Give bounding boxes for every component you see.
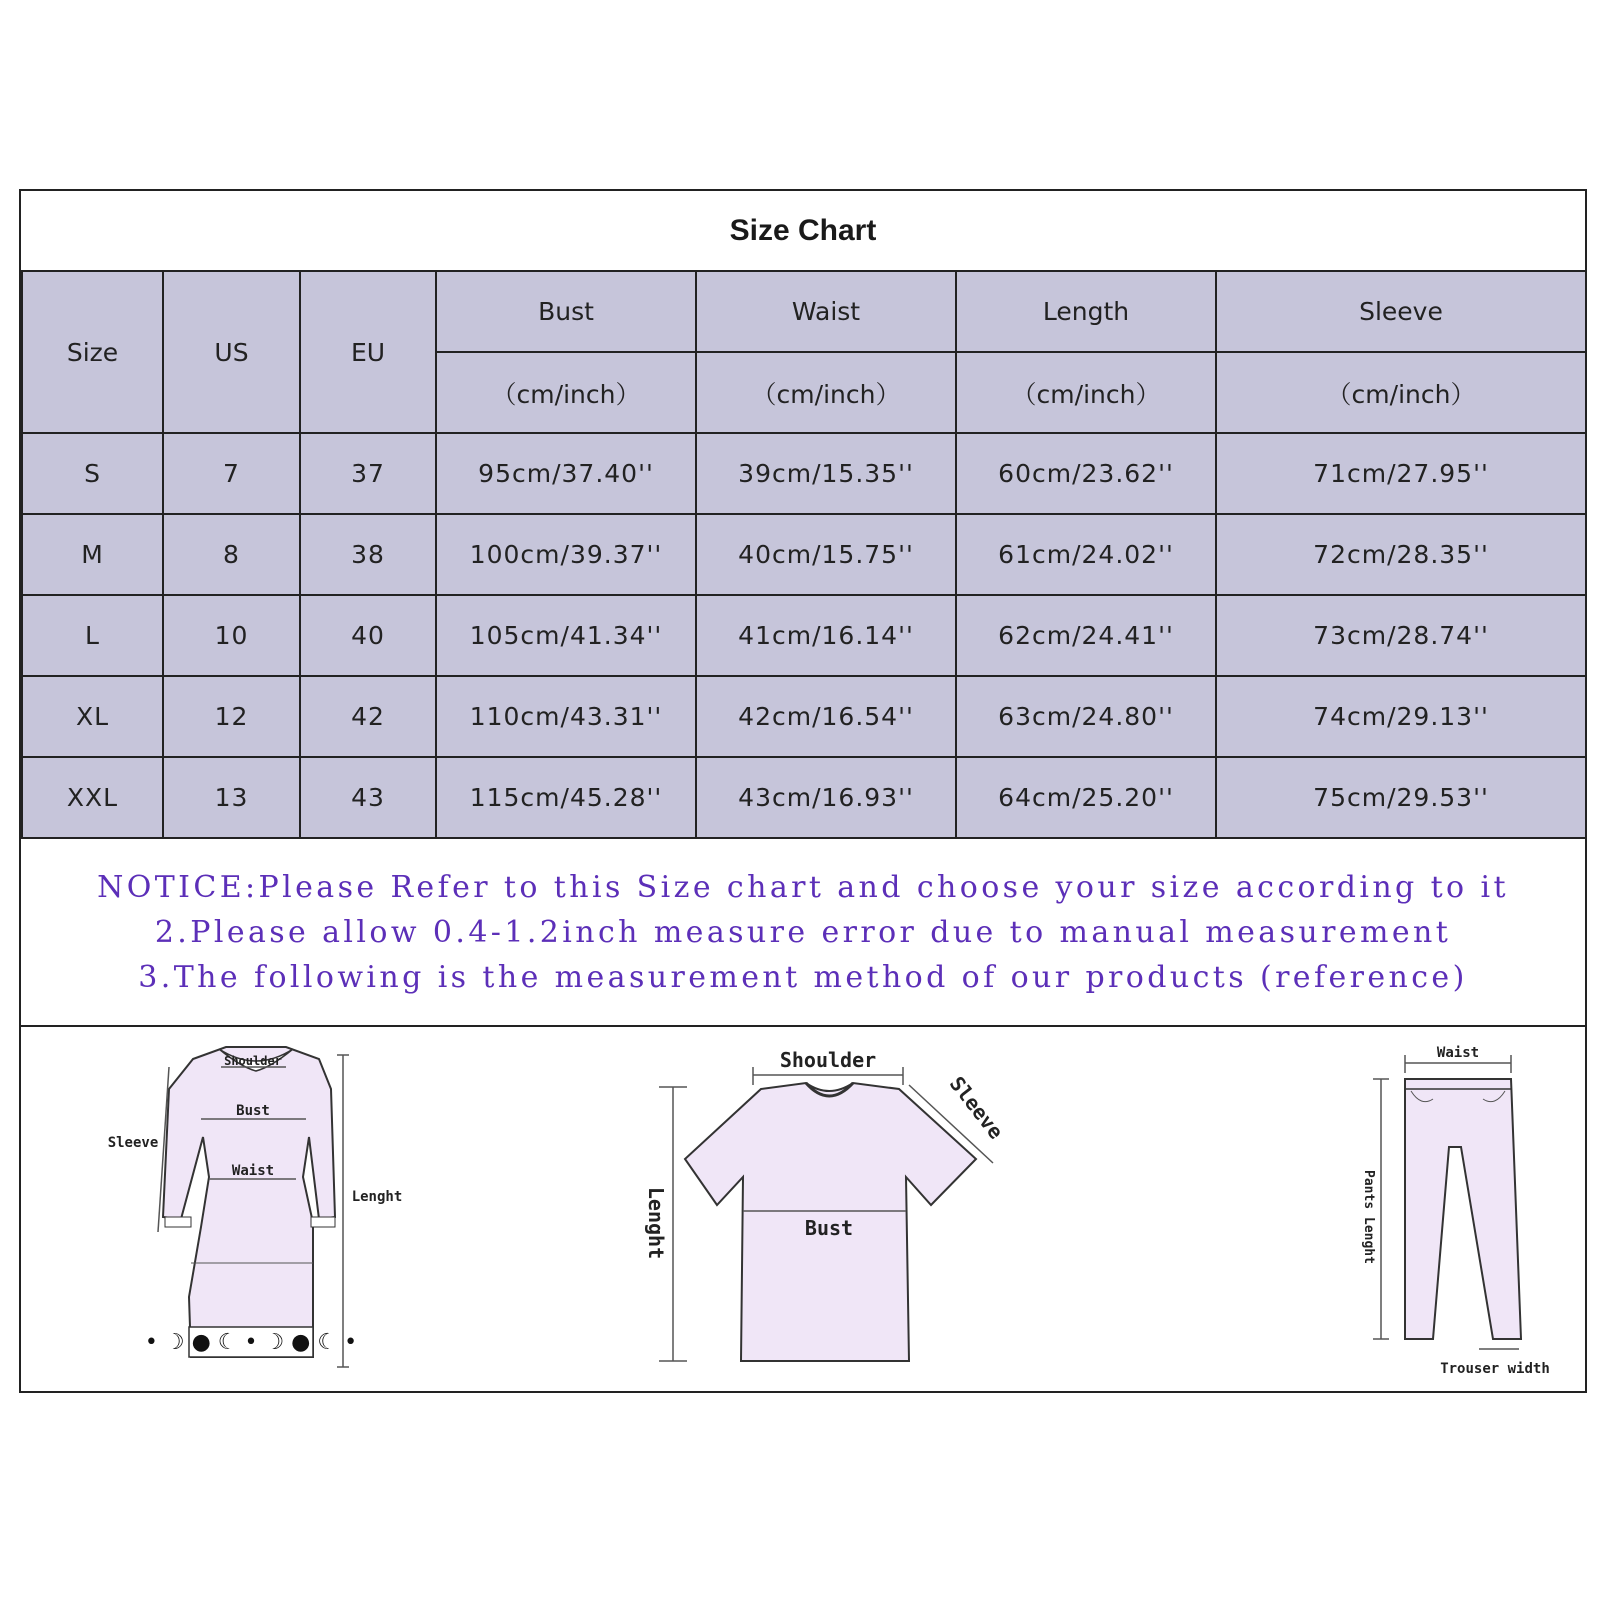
cell-bust: 105cm/41.34''	[436, 595, 696, 676]
cell-size: S	[22, 433, 163, 514]
header-length: Length	[956, 272, 1216, 352]
header-row	[22, 272, 1586, 352]
dress-waist-label: Waist	[231, 1163, 275, 1179]
notice-line-3: 3.The following is the measurement method of our products (reference)	[138, 959, 1468, 995]
unit-length: （cm/inch）	[956, 352, 1216, 433]
cell-eu: 43	[300, 757, 436, 838]
cell-eu: 42	[300, 676, 436, 757]
cell-us: 13	[163, 757, 300, 838]
cell-sleeve: 75cm/29.53''	[1216, 757, 1586, 838]
diagram-canvas	[21, 1027, 1585, 1391]
cell-size: L	[22, 595, 163, 676]
cell-waist: 43cm/16.93''	[696, 757, 956, 838]
header-size: Size	[22, 272, 163, 433]
cell-us: 8	[163, 514, 300, 595]
header-bust: Bust	[436, 272, 696, 352]
cell-us: 10	[163, 595, 300, 676]
unit-sleeve: （cm/inch）	[1216, 352, 1586, 433]
unit-waist: （cm/inch）	[696, 352, 956, 433]
cell-sleeve: 73cm/28.74''	[1216, 595, 1586, 676]
notice-line-2: 2.Please allow 0.4-1.2inch measure error due to manual measurement	[154, 914, 1452, 950]
cell-sleeve: 74cm/29.13''	[1216, 676, 1586, 757]
dress-illustration	[163, 1047, 335, 1357]
table-row	[22, 433, 1586, 514]
tshirt-diagram	[644, 1048, 1008, 1361]
pants-diagram	[1361, 1045, 1550, 1377]
cell-us: 12	[163, 676, 300, 757]
header-waist: Waist	[696, 272, 956, 352]
dress-bust-label: Bust	[236, 1103, 270, 1119]
cell-us: 7	[163, 433, 300, 514]
cell-eu: 38	[300, 514, 436, 595]
size-chart-frame	[19, 189, 1587, 1393]
cell-waist: 42cm/16.54''	[696, 676, 956, 757]
header-us: US	[163, 272, 300, 433]
tshirt-sleeve-label: Sleeve	[944, 1071, 1009, 1144]
table-row	[22, 757, 1586, 838]
cell-size: XXL	[22, 757, 163, 838]
cell-waist: 40cm/15.75''	[696, 514, 956, 595]
tshirt-bust-label: Bust	[804, 1216, 854, 1240]
pants-trouser-width-label: Trouser width	[1440, 1361, 1550, 1377]
unit-bust: （cm/inch）	[436, 352, 696, 433]
cell-length: 63cm/24.80''	[956, 676, 1216, 757]
cell-sleeve: 71cm/27.95''	[1216, 433, 1586, 514]
notice-line-1: NOTICE:Please Refer to this Size chart and choose your size according to it	[97, 869, 1509, 905]
tshirt-length-label: Lenght	[644, 1186, 668, 1260]
cell-eu: 40	[300, 595, 436, 676]
pants-illustration	[1405, 1079, 1521, 1339]
title-row	[21, 191, 1585, 272]
cell-size: XL	[22, 676, 163, 757]
table-row	[22, 514, 1586, 595]
header-eu: EU	[300, 272, 436, 433]
dress-length-label: Lenght	[351, 1189, 403, 1205]
cell-bust: 110cm/43.31''	[436, 676, 696, 757]
pants-waist-label: Waist	[1436, 1045, 1480, 1061]
cell-eu: 37	[300, 433, 436, 514]
dress-shoulder-label: Shoulder	[224, 1054, 282, 1068]
pants-length-label: Pants Lenght	[1361, 1170, 1376, 1264]
cell-length: 60cm/23.62''	[956, 433, 1216, 514]
dress-sleeve-label: Sleeve	[107, 1135, 159, 1151]
table-row	[22, 676, 1586, 757]
moon-pattern-icon: • ☽ ● ☾ • ☽ ● ☾ •	[144, 1330, 358, 1355]
cell-bust: 100cm/39.37''	[436, 514, 696, 595]
cell-sleeve: 72cm/28.35''	[1216, 514, 1586, 595]
cell-size: M	[22, 514, 163, 595]
dress-diagram	[108, 1047, 403, 1367]
page-title: Size Chart	[729, 213, 877, 247]
cell-length: 61cm/24.02''	[956, 514, 1216, 595]
cell-waist: 41cm/16.14''	[696, 595, 956, 676]
cell-bust: 115cm/45.28''	[436, 757, 696, 838]
notice-block	[21, 839, 1585, 1027]
cell-length: 62cm/24.41''	[956, 595, 1216, 676]
cell-length: 64cm/25.20''	[956, 757, 1216, 838]
size-table	[21, 272, 1587, 839]
header-sleeve: Sleeve	[1216, 272, 1586, 352]
cell-waist: 39cm/15.35''	[696, 433, 956, 514]
tshirt-shoulder-label: Shoulder	[779, 1048, 877, 1072]
measurement-diagrams	[21, 1027, 1585, 1391]
table-row	[22, 595, 1586, 676]
cell-bust: 95cm/37.40''	[436, 433, 696, 514]
